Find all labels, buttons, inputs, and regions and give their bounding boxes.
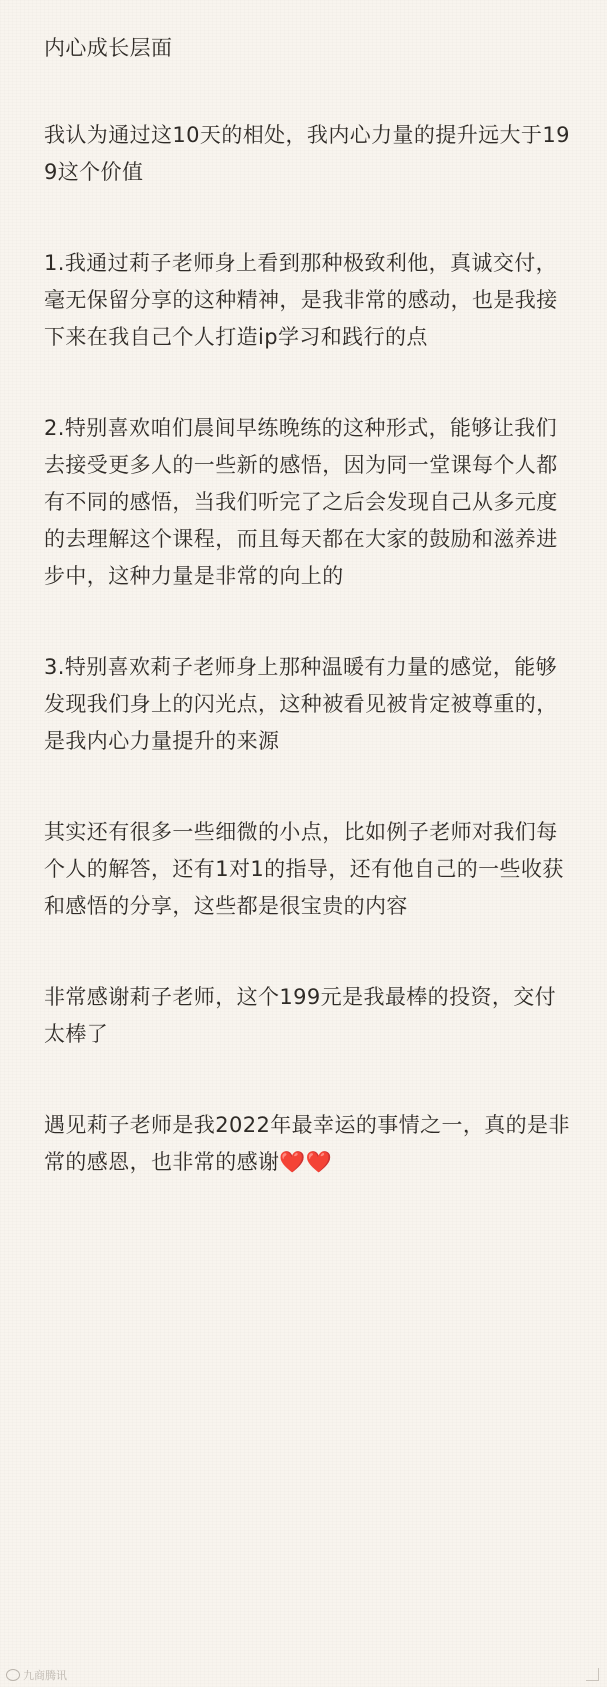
paragraph-closing bbox=[44, 1107, 574, 1181]
paragraph-thanks: 非常感谢莉子老师，这个199元是我最棒的投资，交付太棒了 bbox=[44, 985, 557, 1046]
watermark-text: 九商腾讯 bbox=[23, 1669, 67, 1682]
paragraph-details: 其实还有很多一些细微的小点，比如例子老师对我们每个人的解答，还有1对1的指导，还有他自己的一些收获和感悟的分享，这些都是很宝贵的内容 bbox=[44, 820, 564, 918]
paragraph-point-2: 2.特别喜欢咱们晨间早练晚练的这种形式，能够让我们去接受更多人的一些新的感悟，因为同一堂课每个人都有不同的感悟，当我们听完了之后会发现自己从多元度的去理解这个课程，而且每天都在大家的鼓励和滋养进步中，这种力量是非常的向上的 bbox=[44, 416, 558, 588]
corner-mark-icon bbox=[586, 1668, 599, 1681]
section-title: 内心成长层面 bbox=[44, 36, 173, 60]
paragraph-intro: 我认为通过这10天的相处，我内心力量的提升远大于199这个价值 bbox=[44, 123, 570, 184]
note-content bbox=[44, 30, 574, 1235]
closing-text: 遇见莉子老师是我2022年最幸运的事情之一，真的是非常的感恩，也非常的感谢 bbox=[44, 1113, 570, 1174]
paragraph-point-3: 3.特别喜欢莉子老师身上那种温暖有力量的感觉，能够发现我们身上的闪光点，这种被看见被肯定被尊重的，是我内心力量提升的来源 bbox=[44, 655, 558, 753]
watermark bbox=[6, 1667, 67, 1683]
paragraph-point-1: 1.我通过莉子老师身上看到那种极致利他，真诚交付，毫无保留分享的这种精神，是我非常的感动，也是我接下来在我自己个人打造ip学习和践行的点 bbox=[44, 251, 558, 349]
heart-emoji-icon: ❤️❤️ bbox=[279, 1150, 332, 1174]
weibo-logo-icon bbox=[6, 1669, 20, 1681]
